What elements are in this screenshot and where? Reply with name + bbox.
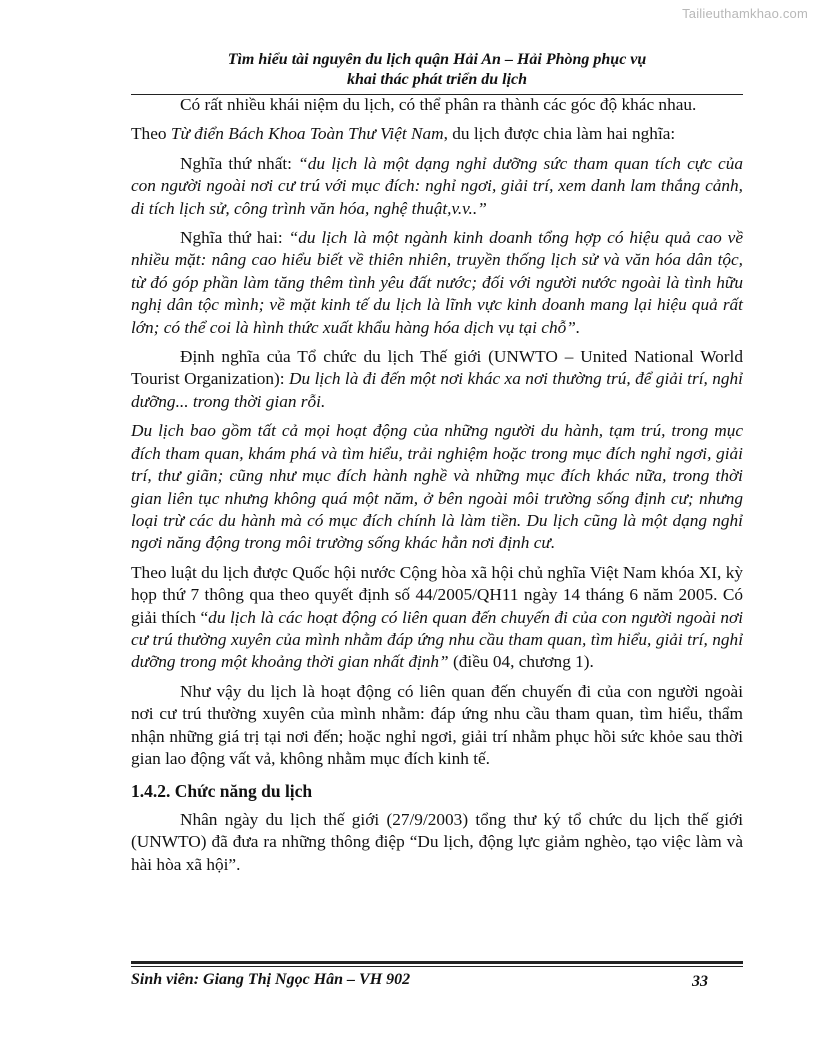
p7-suffix: (điều 04, chương 1). xyxy=(448,652,594,672)
watermark: Tailieuthamkhao.com xyxy=(682,6,808,21)
first-meaning-quote: “du lịch là một dạng nghỉ dưỡng sức tham quan tích cực của con người ngoài nơi cư trú với mục đích: nghỉ ngơi, giải trí, xem danh lam thắng cảnh, di tích lịch sử, công trình văn hóa, nghệ thuật,v.v..” xyxy=(131,153,743,218)
p7-prefix: Theo luật du lịch được Quốc hội nước Cộng hòa xã hội chủ nghĩa Việt Nam khóa XI, kỳ họp thứ 7 thông qua theo quyết định số 44/2005/QH11 ngày 14 tháng 6 năm 2005. Có giải thích “ xyxy=(131,562,743,627)
paragraph-3 xyxy=(131,153,743,220)
paragraph-9: Nhân ngày du lịch thế giới (27/9/2003) tổng thư ký tổ chức du lịch thế giới (UNWTO) đã đưa ra những thông điệp “Du lịch, động lực giảm nghèo, tạo việc làm và hài hòa xã hội”. xyxy=(131,809,743,874)
p2-suffix: , du lịch được chia làm hai nghĩa: xyxy=(443,124,676,144)
document-body xyxy=(131,94,743,883)
encyclopedia-title: Từ điển Bách Khoa Toàn Thư Việt Nam xyxy=(170,124,444,144)
paragraph-2 xyxy=(131,123,743,145)
footer-divider-thick xyxy=(131,961,743,964)
section-heading: 1.4.2. Chức năng du lịch xyxy=(131,781,313,802)
p4-prefix: Nghĩa thứ hai: xyxy=(180,228,289,248)
paragraph-6: Du lịch bao gồm tất cả mọi hoạt động của những người du hành, tạm trú, trong mục đích tham quan, khám phá và tìm hiểu, trải nghiệm hoặc trong mục đích nghỉ ngơi, giải trí, thư giãn; cũng như mục đích hành nghề và những mục đích khác nữa, trong thời gian liên tục nhưng không quá một năm, ở bên ngoài môi trường sống định cư; nhưng loại trừ các du hành mà có mục đích chính là làm tiền. Du lịch cũng là một dạng nghỉ ngơi năng động trong môi trường sống khác hẳn nơi định cư. xyxy=(131,421,743,553)
paragraph-5 xyxy=(131,346,743,413)
paragraph-4 xyxy=(131,227,743,339)
page-header xyxy=(131,50,743,90)
footer-divider-thin xyxy=(131,966,743,967)
paragraph-8: Như vậy du lịch là hoạt động có liên quan đến chuyến đi của con người ngoài nơi cư trú thường xuyên của mình nhằm: đáp ứng nhu cầu tham quan, tìm hiểu, thẩm nhận những giá trị tại nơi đến; hoặc nghỉ ngơi, giải trí nhằm phục hồi sức khỏe sau thời gian lao động vất vả, không nhằm mục đích kinh tế. xyxy=(131,681,743,768)
second-meaning-quote: “du lịch là một ngành kinh doanh tổng hợp có hiệu quả cao về nhiều mặt: nâng cao hiểu biết về thiên nhiên, truyền thống lịch sử và văn hóa dân tộc, từ đó góp phần làm tăng thêm tình yêu đất nước; đối với người nước ngoài là tình hữu nghị dân tộc mình; về mặt kinh tế du lịch là lĩnh vực kinh doanh mang lại hiệu quả rất lớn; có thể coi là hình thức xuất khẩu hàng hóa dịch vụ tại chỗ”. xyxy=(131,228,743,337)
header-line-1: Tìm hiểu tài nguyên du lịch quận Hải An – Hải Phòng phục vụ xyxy=(227,51,647,68)
tourism-law-definition: du lịch là các hoạt động có liên quan đến chuyến đi của con người ngoài nơi cư trú thường xuyên của mình nhằm đáp ứng nhu cầu tham quan, tìm hiểu, giải trí, nghỉ dưỡng trong một khoảng thời gian nhất định” xyxy=(131,607,744,672)
footer-author: Sinh viên: Giang Thị Ngọc Hân – VH 902 xyxy=(131,971,411,988)
header-line-2: khai thác phát triển du lịch xyxy=(346,71,528,88)
p3-prefix: Nghĩa thứ nhất: xyxy=(180,153,299,173)
p5-prefix: Định nghĩa của Tổ chức du lịch Thế giới (UNWTO – United National World Tourist Organization): xyxy=(131,347,743,389)
unwto-definition: Du lịch là đi đến một nơi khác xa nơi thường trú, để giải trí, nghỉ dưỡng... trong thời gian rỗi. xyxy=(131,369,743,411)
paragraph-1: Có rất nhiều khái niệm du lịch, có thể phân ra thành các góc độ khác nhau. xyxy=(180,95,697,114)
p2-prefix: Theo xyxy=(131,124,171,144)
paragraph-7 xyxy=(131,562,743,674)
page-number: 33 xyxy=(692,973,708,990)
